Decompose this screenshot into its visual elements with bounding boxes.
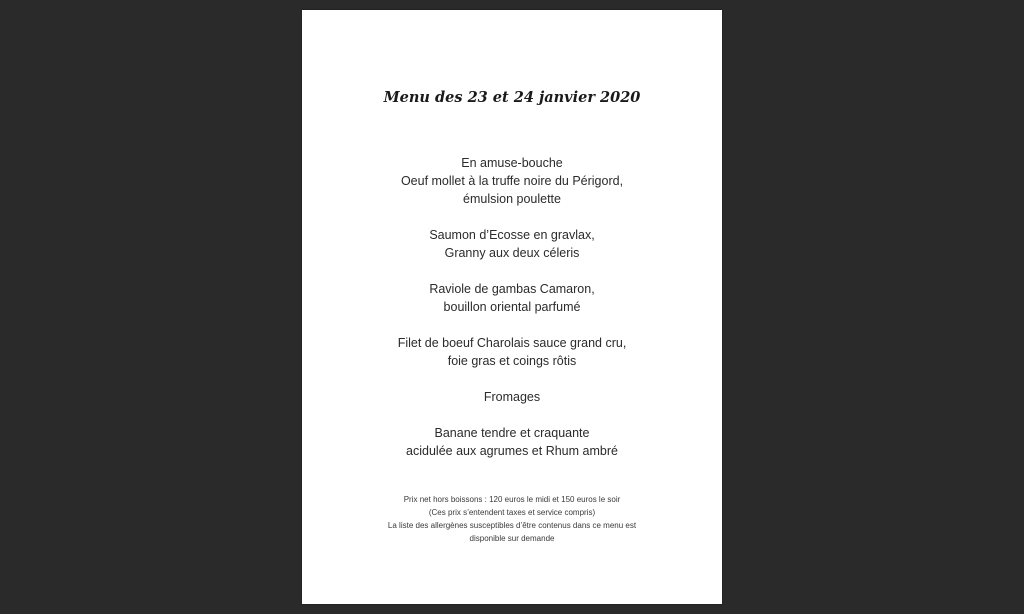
course-saumon xyxy=(302,226,722,262)
course-line: En amuse-bouche xyxy=(461,156,563,170)
footer-line: La liste des allergènes susceptibles d’être contenus dans ce menu est xyxy=(387,521,637,530)
footer-line: (Ces prix s’entendent taxes et service compris) xyxy=(428,508,596,517)
price-footer xyxy=(302,493,722,545)
course-line: Saumon d’Ecosse en gravlax, xyxy=(429,228,595,242)
footer-line: Prix net hors boissons : 120 euros le midi et 150 euros le soir xyxy=(403,495,621,504)
course-line: Granny aux deux céleris xyxy=(444,246,580,260)
course-line: émulsion poulette xyxy=(463,192,561,206)
course-raviole xyxy=(302,280,722,316)
course-amuse-bouche xyxy=(302,154,722,208)
course-line: Fromages xyxy=(483,390,541,404)
course-list xyxy=(302,154,722,478)
course-line: Oeuf mollet à la truffe noire du Périgord, xyxy=(400,174,624,188)
course-line: Banane tendre et craquante xyxy=(434,426,590,440)
course-filet-de-boeuf xyxy=(302,334,722,370)
menu-page xyxy=(302,10,722,604)
menu-title: Menu des 23 et 24 janvier 2020 xyxy=(383,89,641,106)
course-line: bouillon oriental parfumé xyxy=(443,300,581,314)
course-line: Filet de boeuf Charolais sauce grand cru, xyxy=(397,336,627,350)
course-line: foie gras et coings rôtis xyxy=(447,354,577,368)
course-fromages xyxy=(302,388,722,406)
footer-line: disponible sur demande xyxy=(469,534,555,543)
course-dessert xyxy=(302,424,722,460)
course-line: acidulée aux agrumes et Rhum ambré xyxy=(406,444,618,458)
course-line: Raviole de gambas Camaron, xyxy=(429,282,595,296)
